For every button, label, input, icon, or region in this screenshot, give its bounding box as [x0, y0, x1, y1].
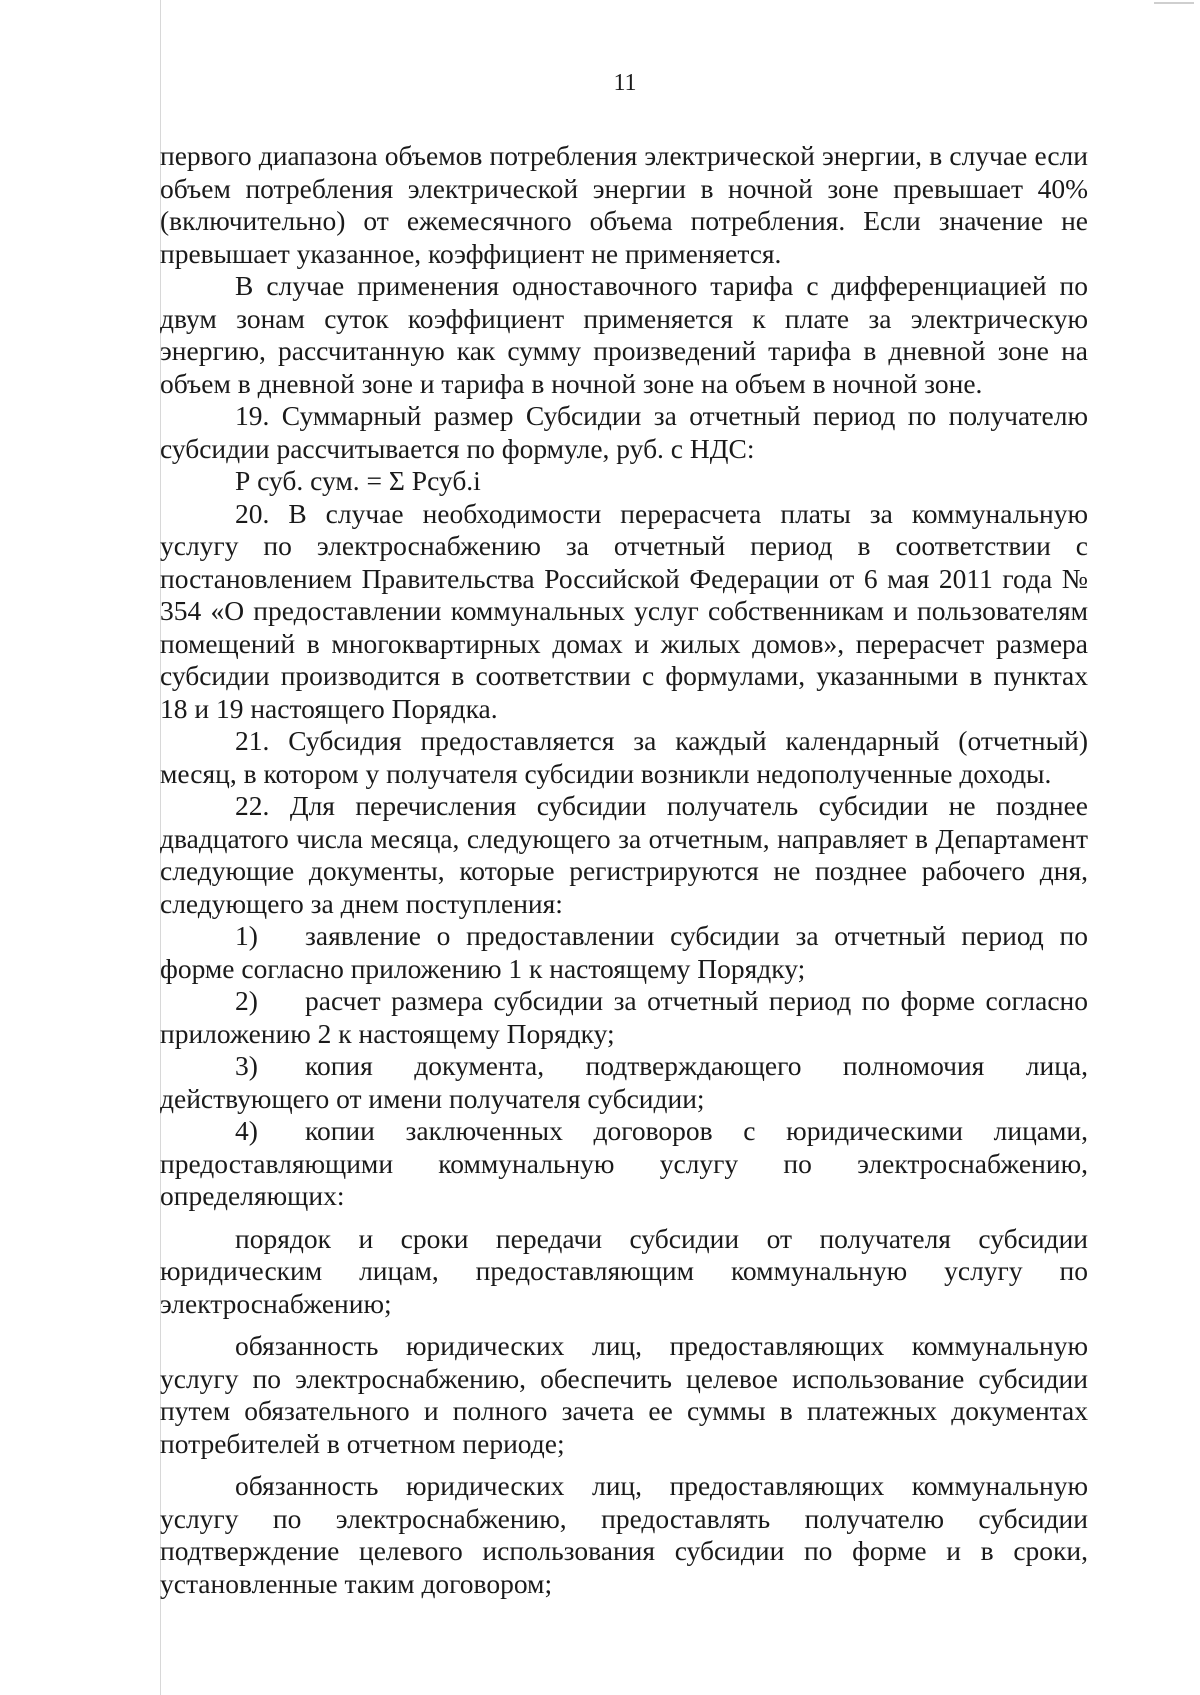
paragraph-tariff-zones: В случае применения одноставочного тарифа с дифференциацией по двум зонам суток коэффициент применяется к плате за электрическую энергию, рассчитанную как сумму произведений тарифа в дневной зоне на объем в дневной зоне и тарифа в ночной зоне на объем в ночной зоне.: [160, 270, 1088, 399]
list-item-text: заявление о предоставлении субсидии за отчетный период по форме согласно приложению 1 к настоящему Порядку;: [160, 920, 1088, 984]
contract-condition-item: обязанность юридических лиц, предоставляющих коммунальную услугу по электроснабжению, предоставлять получателю субсидии подтверждение целевого использования субсидии по форме и в сроки, установленные таким договором;: [160, 1470, 1088, 1599]
paragraph-21: 21. Субсидия предоставляется за каждый календарный (отчетный) месяц, в котором у получателя субсидии возникли недополученные доходы.: [160, 725, 1088, 789]
document-body: [160, 140, 1088, 1600]
page-number: 11: [613, 70, 637, 96]
paragraph-continuation: первого диапазона объемов потребления электрической энергии, в случае если объем потребления электрической энергии в ночной зоне превышает 40% (включительно) от ежемесячного объема потребления. Если значение не превышает указанное, коэффициент не применяется.: [160, 140, 1088, 269]
list-item-text: копия документа, подтверждающего полномочия лица, действующего от имени получателя субсидии;: [160, 1050, 1088, 1114]
paragraph-19: 19. Суммарный размер Субсидии за отчетный период по получателю субсидии рассчитывается по формуле, руб. с НДС:: [160, 400, 1088, 464]
list-item-number: 1): [235, 920, 258, 951]
list-item-number: 3): [235, 1050, 258, 1081]
list-item: [160, 920, 1088, 985]
contract-condition-item: порядок и сроки передачи субсидии от получателя субсидии юридическим лицам, предоставляющим коммунальную услугу по электроснабжению;: [160, 1222, 1088, 1319]
scan-mark: [1154, 2, 1194, 4]
list-item: [160, 985, 1088, 1050]
paragraph-20: 20. В случае необходимости перерасчета платы за коммунальную услугу по электроснабжению за отчетный период в соответствии с постановлением Правительства Российской Федерации от 6 мая 2011 года № 354 «О предоставлении коммунальных услуг собственникам и пользователям помещений в многоквартирных домах и жилых домов», перерасчет размера субсидии производится в соответствии с формулами, указанными в пунктах 18 и 19 настоящего Порядка.: [160, 497, 1088, 724]
formula-total-subsidy: Р суб. сум. = Σ Рсуб.i: [235, 465, 481, 496]
list-item: [160, 1115, 1088, 1213]
list-item-number: 2): [235, 985, 258, 1016]
contract-condition-item: обязанность юридических лиц, предоставляющих коммунальную услугу по электроснабжению, обеспечить целевое использование субсидии путем обязательного и полного зачета ее суммы в платежных документах потребителей в отчетном периоде;: [160, 1330, 1088, 1459]
list-item-number: 4): [235, 1115, 258, 1146]
list-item-text: копии заключенных договоров с юридическими лицами, предоставляющими коммунальную услугу по электроснабжению, определяющих:: [160, 1115, 1088, 1211]
list-item: [160, 1050, 1088, 1115]
list-item-text: расчет размера субсидии за отчетный период по форме согласно приложению 2 к настоящему Порядку;: [160, 985, 1088, 1049]
paragraph-22: 22. Для перечисления субсидии получатель субсидии не позднее двадцатого числа месяца, следующего за отчетным, направляет в Департамент следующие документы, которые регистрируются не позднее рабочего дня, следующего за днем поступления:: [160, 790, 1088, 919]
